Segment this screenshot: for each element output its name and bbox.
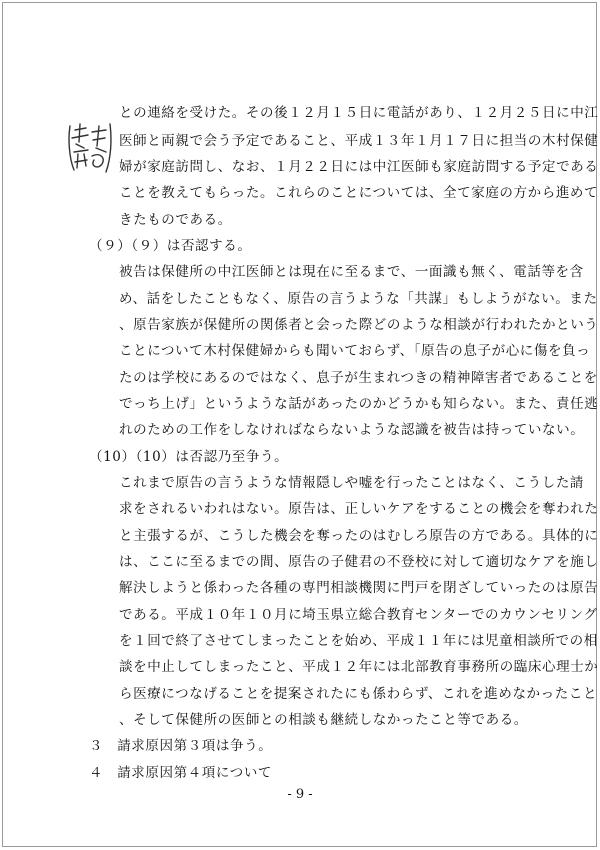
page-number: - 9 - [287, 787, 313, 802]
section-heading: ３ 請求原因第３項は争う。 [89, 738, 273, 754]
section-heading: （10）（10）は否認乃至争う。 [89, 449, 289, 465]
text-line: れのための工作をしなければならないような認識を被告は持っていない。 [119, 422, 585, 438]
text-line: 被告は保健所の中江医師とは現在に至るまで、一面識も無く、電話等を含 [119, 264, 584, 280]
text-line: 婦が家庭訪問し、なお、１月２２日には中江医師も家庭訪問する予定である [119, 159, 599, 175]
text-line: 、原告家族が保健所の関係者と会った際どのような相談が行われたかという [119, 317, 599, 333]
text-line: は、ここに至るまでの間、原告の子健君の不登校に対して適切なケアを施し [119, 554, 599, 570]
text-line: これまで原告の言うような情報隠しや嘘を行ったことはなく、こうした請 [119, 475, 585, 491]
text-line: でっち上げ」というような話があったのかどうかも知らない。また、責任逃 [119, 396, 599, 412]
text-line: ことを教えてもらった。これらのことについては、全て家庭の方から進めて [119, 185, 599, 201]
text-line: 求をされるいわれはない。原告は、正しいケアをすることの機会を奪われた [119, 501, 599, 517]
text-line: たのは学校にあるのではなく、息子が生まれつきの精神障害者であることを [119, 370, 598, 386]
section-heading: ４ 請求原因第４項について [89, 765, 273, 781]
text-line: ことについて木村保健婦からも聞いておらず、「原告の息子が心に傷を負っ [119, 343, 591, 359]
text-line: を１回で終了させてしまったことを始め、平成１１年には児童相談所での相 [119, 633, 598, 649]
text-line: きたものである。 [119, 212, 232, 228]
section-heading: （９）（９）は否認する。 [89, 238, 252, 254]
text-line: 解決しようと係わった各種の専門相談機関に門戸を閉ざしていったのは原告 [119, 580, 599, 596]
text-line: である。平成１０年１０月に埼玉県立総合教育センターでのカウンセリング [119, 607, 598, 623]
text-line: め、話をしたこともなく、原告の言うような「共謀」もしようがない。また [119, 291, 598, 307]
text-line: 、そして保健所の医師との相談も継続しなかったこと等である。 [119, 712, 528, 728]
text-line: と主張するが、こうした機会を奪ったのはむしろ原告の方である。具体的に [119, 528, 599, 544]
text-line: 医師と両親で会う予定であること、平成１３年１月１７日に担当の木村保健 [119, 133, 599, 149]
text-line: ら医療につなげることを提案されたにも係わらず、これを進めなかったこと [119, 686, 598, 702]
text-line: との連絡を受けた。その後１２月１５日に電話があり、１２月２５日に中江 [119, 105, 599, 121]
text-line: 談を中止してしまったこと、平成１２年には北部教育事務所の臨床心理士か [119, 659, 599, 675]
seal-stamp-icon [66, 118, 114, 176]
